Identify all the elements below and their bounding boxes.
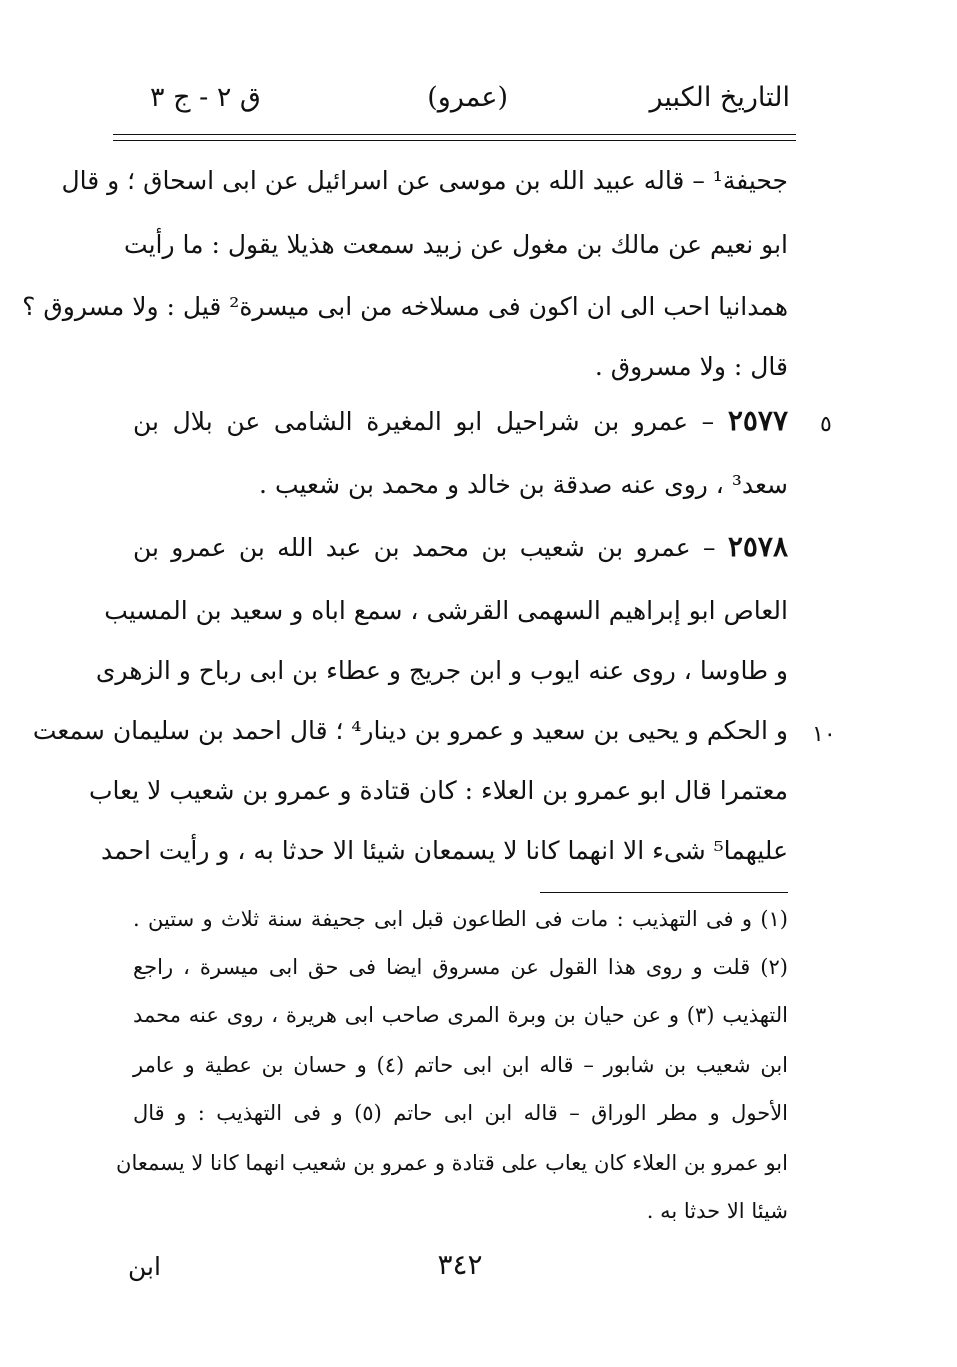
- footnote-line: ابن شعيب بن شابور – قاله ابن ابى حاتم (٤) و حسان بن عطية و عامر: [133, 1053, 789, 1077]
- text-line: سعد³ ، روى عنه صدقة بن خالد و محمد بن شعيب .: [259, 470, 788, 499]
- header-rule-bottom: [113, 140, 796, 141]
- footnote-separator: [540, 892, 788, 893]
- text-line: همدانيا احب الى ان اكون فى مسلاخه من ابى ميسرة² قيل : ولا مسروق ؟: [22, 292, 788, 321]
- header-rule-top: [113, 134, 796, 135]
- footnote-line: شيئا الا حدثا به .: [646, 1199, 788, 1223]
- footnote-line: ابو عمرو بن العلاء كان يعاب على قتادة و عمرو بن شعيب انهما كانا لا يسمعان: [116, 1151, 788, 1175]
- part-volume-label: ق ٢ - ج ٣: [150, 82, 261, 113]
- entry-text: – عمرو بن شراحيل ابو المغيرة الشامى عن بلال بن: [133, 407, 715, 436]
- running-header: [130, 82, 790, 126]
- text-line: جحيفة¹ – قاله عبيد الله بن موسى عن اسرائيل عن ابى اسحاق ؛ و قال: [61, 166, 788, 195]
- text-line: عليهما⁵ شىء الا انهما كانا لا يسمعان شيئا الا حدثا به ، و رأيت احمد: [101, 836, 788, 865]
- entry-2578-heading: [133, 530, 788, 565]
- entry-number: ٢٥٧٨: [727, 530, 788, 563]
- text-line: ابو نعيم عن مالك بن مغول عن زبيد سمعت هذيلا يقول : ما رأيت: [124, 230, 788, 259]
- footnote-line: الأحول و مطر الوراق – قاله ابن ابى حاتم (٥) و فى التهذيب : و قال: [133, 1101, 789, 1125]
- footnote-line: (١) و فى التهذيب : مات فى الطاعون قبل ابى جحيفة سنة ثلاث و ستين .: [133, 907, 788, 931]
- section-title: (عمرو): [427, 82, 508, 113]
- footnote-line: (٢) قلت و روى هذا القول عن مسروق ايضا فى حق ابى ميسرة ، راجع: [133, 955, 788, 979]
- entry-number: ٢٥٧٧: [727, 404, 788, 437]
- page-number: ٣٤٢: [437, 1248, 483, 1281]
- margin-line-number-10: ١٠: [812, 722, 836, 747]
- book-title: التاريخ الكبير: [649, 82, 790, 113]
- text-line: قال : ولا مسروق .: [594, 352, 788, 381]
- catchword: ابن: [128, 1252, 161, 1281]
- margin-line-number-5: ٥: [820, 412, 832, 437]
- text-line: معتمرا قال ابو عمرو بن العلاء : كان قتادة و عمرو بن شعيب لا يعاب: [89, 776, 788, 805]
- text-line: العاص ابو إبراهيم السهمى القرشى ، سمع اباه و سعيد بن المسيب: [104, 596, 788, 625]
- text-line: و طاوسا ، روى عنه ايوب و ابن جريج و عطاء بن ابى رباح و الزهرى: [95, 656, 788, 685]
- entry-text: – عمرو بن شعيب بن محمد بن عبد الله بن عمرو بن: [133, 533, 716, 562]
- entry-2577-heading: [133, 404, 788, 439]
- text-line: و الحكم و يحيى بن سعيد و عمرو بن دينار⁴ ؛ قال احمد بن سليمان سمعت: [32, 716, 788, 745]
- footnote-line: التهذيب (٣) و عن حيان بن وبرة المرى صاحب ابى هريرة ، روى عنه محمد: [133, 1003, 789, 1027]
